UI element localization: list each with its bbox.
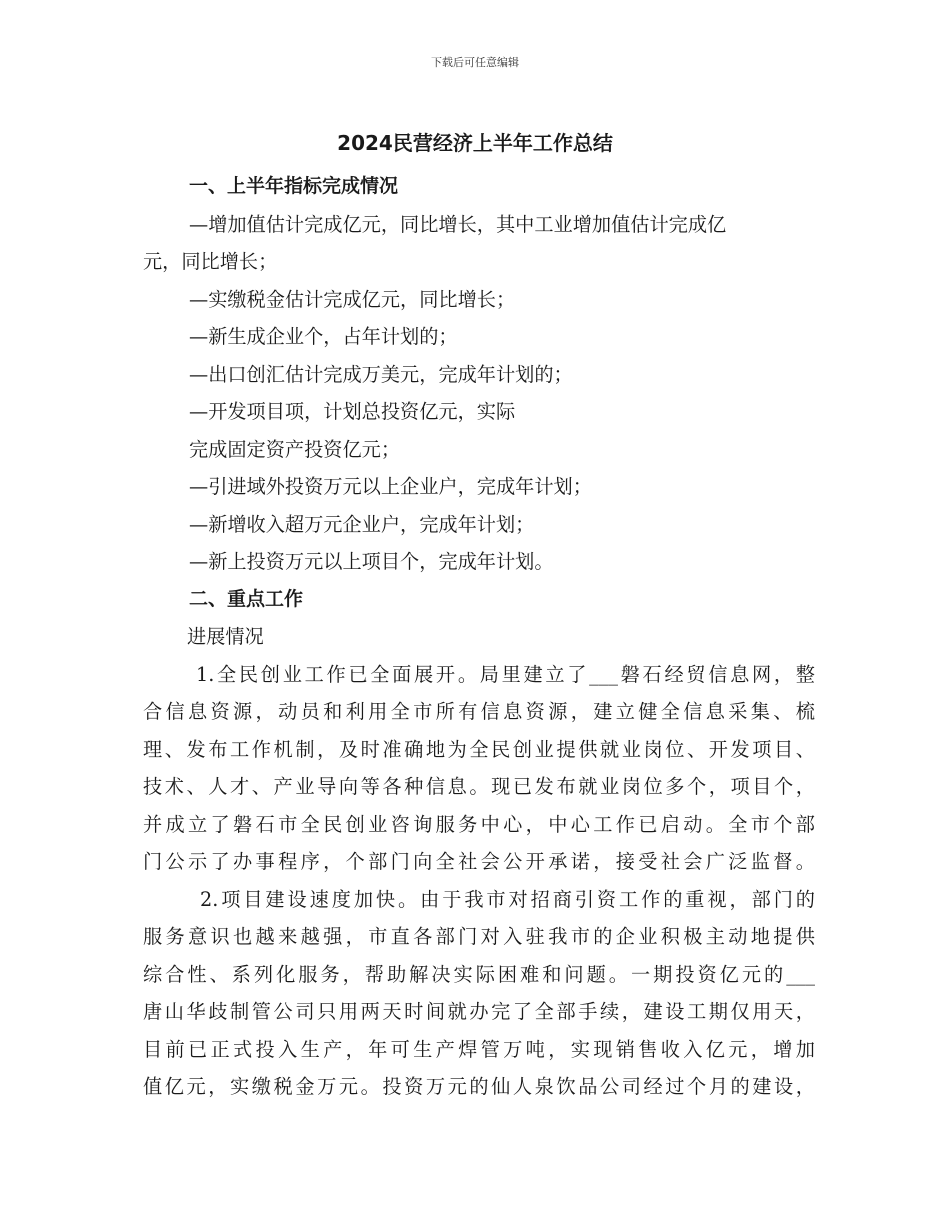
paragraph-line: 元，同比增长； — [143, 250, 278, 273]
document-body — [143, 168, 815, 1106]
paragraph-line: —新上投资万元以上项目个，完成年计划。 — [189, 550, 554, 573]
paragraph-line: —新生成企业个，占年计划的； — [189, 325, 458, 348]
paragraph-line: 并成立了磐石市全民创业咨询服务中心，中心工作已启动。全市个部 — [143, 812, 815, 836]
paragraph-line: —新增收入超万元企业户，完成年计划； — [189, 512, 535, 536]
section-heading: 二、重点工作 — [189, 587, 304, 610]
paragraph-line: —出口创汇估计完成万美元，完成年计划的； — [189, 362, 573, 386]
page-header: 下载后可任意编辑 — [431, 56, 519, 69]
paragraph-line: 进展情况 — [187, 625, 264, 648]
paragraph-line: 目前已正式投入生产，年可生产焊管万吨，实现销售收入亿元，增加 — [143, 1037, 815, 1061]
section-heading: 一、上半年指标完成情况 — [189, 175, 399, 197]
paragraph-line: 技术、人才、产业导向等各种信息。现已发布就业岗位多个，项目个， — [143, 775, 815, 798]
document-title: 2024民营经济上半年工作总结 — [337, 131, 613, 155]
paragraph-line: 综合性、系列化服务，帮助解决实际困难和问题。一期投资亿元的___ — [143, 962, 815, 986]
paragraph-line: —增加值估计完成亿元，同比增长，其中工业增加值估计完成亿 — [189, 212, 727, 236]
paragraph-line: 2.项目建设速度加快。由于我市对招商引资工作的重视，部门的 — [200, 887, 815, 911]
paragraph-line: 门公示了办事程序，个部门向全社会公开承诺，接受社会广泛监督。 — [143, 850, 815, 873]
paragraph-line: —引进域外投资万元以上企业户，完成年计划； — [189, 475, 592, 498]
paragraph-line: 合信息资源，动员和利用全市所有信息资源，建立健全信息采集、梳 — [143, 700, 815, 723]
paragraph-line: 值亿元，实缴税金万元。投资万元的仙人泉饮品公司经过个月的建设， — [143, 1075, 815, 1098]
paragraph-line: 完成固定资产投资亿元； — [189, 437, 401, 461]
paragraph-line: 唐山华歧制管公司只用两天时间就办完了全部手续，建设工期仅用天， — [143, 1000, 815, 1023]
paragraph-line: —开发项目项，计划总投资亿元，实际 — [189, 400, 516, 423]
paragraph-line: 1.全民创业工作已全面展开。局里建立了___磐石经贸信息网，整 — [196, 662, 815, 686]
paragraph-line: 服务意识也越来越强，市直各部门对入驻我市的企业积极主动地提供 — [143, 925, 815, 948]
paragraph-line: —实缴税金估计完成亿元，同比增长； — [189, 287, 516, 311]
paragraph-line: 理、发布工作机制，及时准确地为全民创业提供就业岗位、开发项目、 — [143, 737, 815, 761]
